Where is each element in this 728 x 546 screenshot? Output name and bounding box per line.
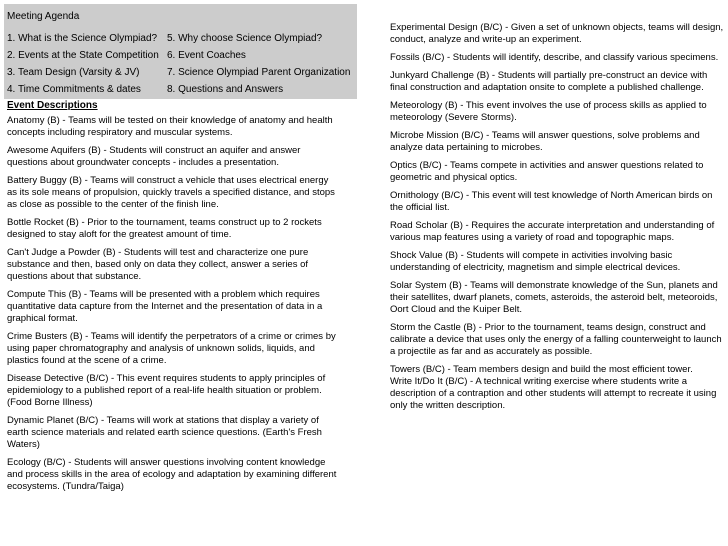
event-description: Optics (B/C) - Teams compete in activities and answer questions related to geometric and physical optics. xyxy=(390,160,704,183)
event-description: Experimental Design (B/C) - Given a set of unknown objects, teams will design, conduct, analyze and write-up an experiment. xyxy=(390,22,724,45)
event-description: Fossils (B/C) - Students will identify, describe, and classify various specimens. xyxy=(390,52,719,63)
event-description: Solar System (B) - Teams will demonstrate knowledge of the Sun, planets and their satellites, dwarf planets, comets, asteroids, the asteroid belt, meteoroids, Oort Cloud and the Kuiper Belt. xyxy=(390,280,718,315)
event-descriptions-heading: Event Descriptions xyxy=(7,100,98,111)
event-description: Awesome Aquifers (B) - Students will construct an aquifer and answer questions about groundwater concepts - includes a presentation. xyxy=(7,145,301,168)
agenda-item: 4. Time Commitments & dates xyxy=(7,84,141,95)
event-description: Microbe Mission (B/C) - Teams will answer questions, solve problems and analyze data pertaining to microbes. xyxy=(390,130,700,153)
event-description: Can't Judge a Powder (B) - Students will test and characterize one pure substance and then, based only on data they collect, answer a series of questions about that substance. xyxy=(7,247,309,282)
event-description: Towers (B/C) - Team members design and build the most efficient tower. xyxy=(390,364,693,375)
event-description: Compute This (B) - Teams will be presented with a problem which requires quantitative data capture from the Internet and the presentation of data in a graphical format. xyxy=(7,289,323,324)
event-description: Storm the Castle (B) - Prior to the tournament, teams design, construct and calibrate a device that uses only the energy of a falling counterweight to launch a projectile as far and as accurately as possible. xyxy=(390,322,722,357)
agenda-item: 1. What is the Science Olympiad? xyxy=(7,33,158,44)
agenda-item: 8. Questions and Answers xyxy=(167,84,284,95)
event-description: Bottle Rocket (B) - Prior to the tournament, teams construct up to 2 rockets designed to stay aloft for the greatest amount of time. xyxy=(7,217,322,240)
event-description: Write It/Do It (B/C) - A technical writing exercise where students write a description of a contraption and other students will attempt to recreate it using only the written description. xyxy=(390,376,717,411)
event-description: Road Scholar (B) - Requires the accurate interpretation and understanding of various map features using a variety of road and topographic maps. xyxy=(390,220,715,243)
agenda-title: Meeting Agenda xyxy=(7,11,80,22)
agenda-item: 5. Why choose Science Olympiad? xyxy=(167,33,323,44)
left-event-column xyxy=(7,115,337,499)
agenda-item: 3. Team Design (Varsity & JV) xyxy=(7,67,140,78)
event-description: Disease Detective (B/C) - This event requires students to apply principles of epidemiology to a published report of a real-life health situation or problem. (Food Borne Illness) xyxy=(7,373,326,408)
meeting-agenda-box xyxy=(4,4,357,99)
event-description: Ornithology (B/C) - This event will test knowledge of North American birds on the official list. xyxy=(390,190,713,213)
event-description: Shock Value (B) - Students will compete in activities involving basic understanding of electricity, magnetism and simple electrical devices. xyxy=(390,250,681,273)
event-description: Ecology (B/C) - Students will answer questions involving content knowledge and process skills in the area of ecology and adaptation by examining different ecosystems. (Tundra/Taiga) xyxy=(7,457,337,492)
agenda-item: 2. Events at the State Competition xyxy=(7,50,159,61)
agenda-item: 7. Science Olympiad Parent Organization xyxy=(167,67,351,78)
event-description: Crime Busters (B) - Teams will identify the perpetrators of a crime or crimes by using paper chromatography and analysis of unknown solids, liquids, and plastics found at the scene of a crime. xyxy=(7,331,336,366)
right-event-column xyxy=(390,22,724,418)
agenda-item: 6. Event Coaches xyxy=(167,50,246,61)
event-description: Junkyard Challenge (B) - Students will partially pre-construct an device with final construction and adaptation onsite to complete a published challenge. xyxy=(390,70,708,93)
event-description: Meteorology (B) - This event involves the use of process skills as applied to meteorology (Severe Storms). xyxy=(390,100,707,123)
event-description: Anatomy (B) - Teams will be tested on their knowledge of anatomy and health concepts including respiratory and muscular systems. xyxy=(7,115,333,138)
event-description: Dynamic Planet (B/C) - Teams will work at stations that display a variety of earth science materials and related earth science questions. (Earth's Fresh Waters) xyxy=(7,415,322,450)
event-description: Battery Buggy (B) - Teams will construct a vehicle that uses electrical energy as its sole means of propulsion, quickly travels a specified distance, and stops as close as possible to the center of the finish line. xyxy=(7,175,335,210)
